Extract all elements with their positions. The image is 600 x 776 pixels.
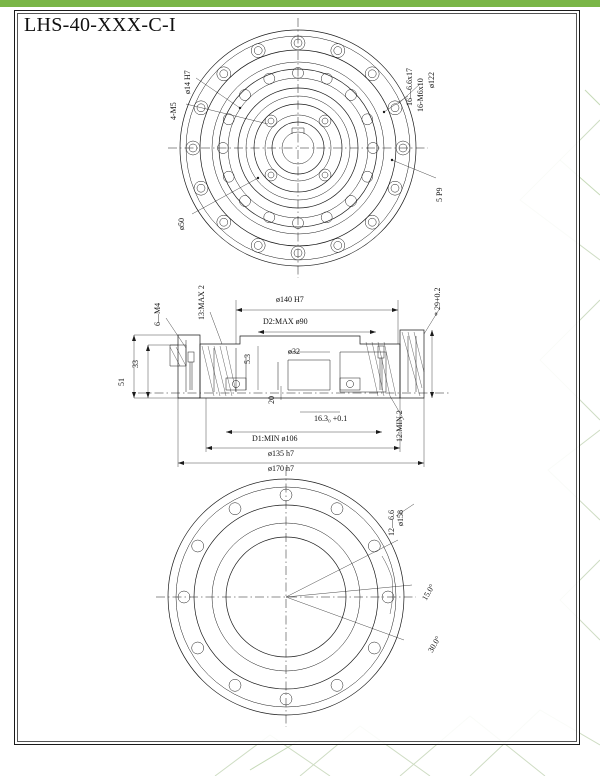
label-d50: ø50 (177, 218, 186, 230)
bottom-view-geometry (156, 464, 416, 727)
label-29-plus-0.2: * 29+0.2 (433, 287, 442, 316)
label-d158: ø158 (396, 510, 405, 526)
label-d1min: D1:MIN ø106 (252, 434, 298, 443)
label-16-6.6x17: 16—6.6x17 (405, 68, 414, 106)
label-d14h7: ø14 H7 (183, 70, 192, 94)
label-5.3: 5.3 (243, 354, 252, 364)
label-12-6.6: 12—6.6 (387, 510, 396, 536)
label-16.3: 16.3₀ +0.1 (314, 414, 348, 423)
label-33: 33 (131, 360, 140, 368)
label-d32: ø32 (288, 347, 300, 356)
label-5-p9: 5 P9 (435, 187, 444, 202)
top-view-geometry (168, 18, 436, 278)
label-15-deg: 15.0° (420, 582, 437, 602)
label-12-min2: 12:MIN 2 (395, 410, 404, 442)
page-title: LHS-40-XXX-C-I (24, 14, 176, 36)
label-20: 20 (267, 396, 276, 404)
label-30-deg: 30.0° (426, 634, 443, 654)
label-51: 51 (117, 378, 126, 386)
label-d2max: D2:MAX ø90 (263, 317, 308, 326)
label-13-max2: 13:MAX 2 (197, 285, 206, 320)
label-d140h7: ø140 H7 (276, 295, 304, 304)
label-d122: ø122 (427, 72, 436, 88)
label-d170h7: ø170 h7 (268, 464, 294, 473)
label-d135h7: ø135 h7 (268, 449, 294, 458)
label-6-m4: 6—M4 (153, 302, 162, 326)
label-16-m6x10: 16-M6x10 (416, 78, 425, 112)
label-4-m5: 4-M5 (169, 102, 178, 120)
